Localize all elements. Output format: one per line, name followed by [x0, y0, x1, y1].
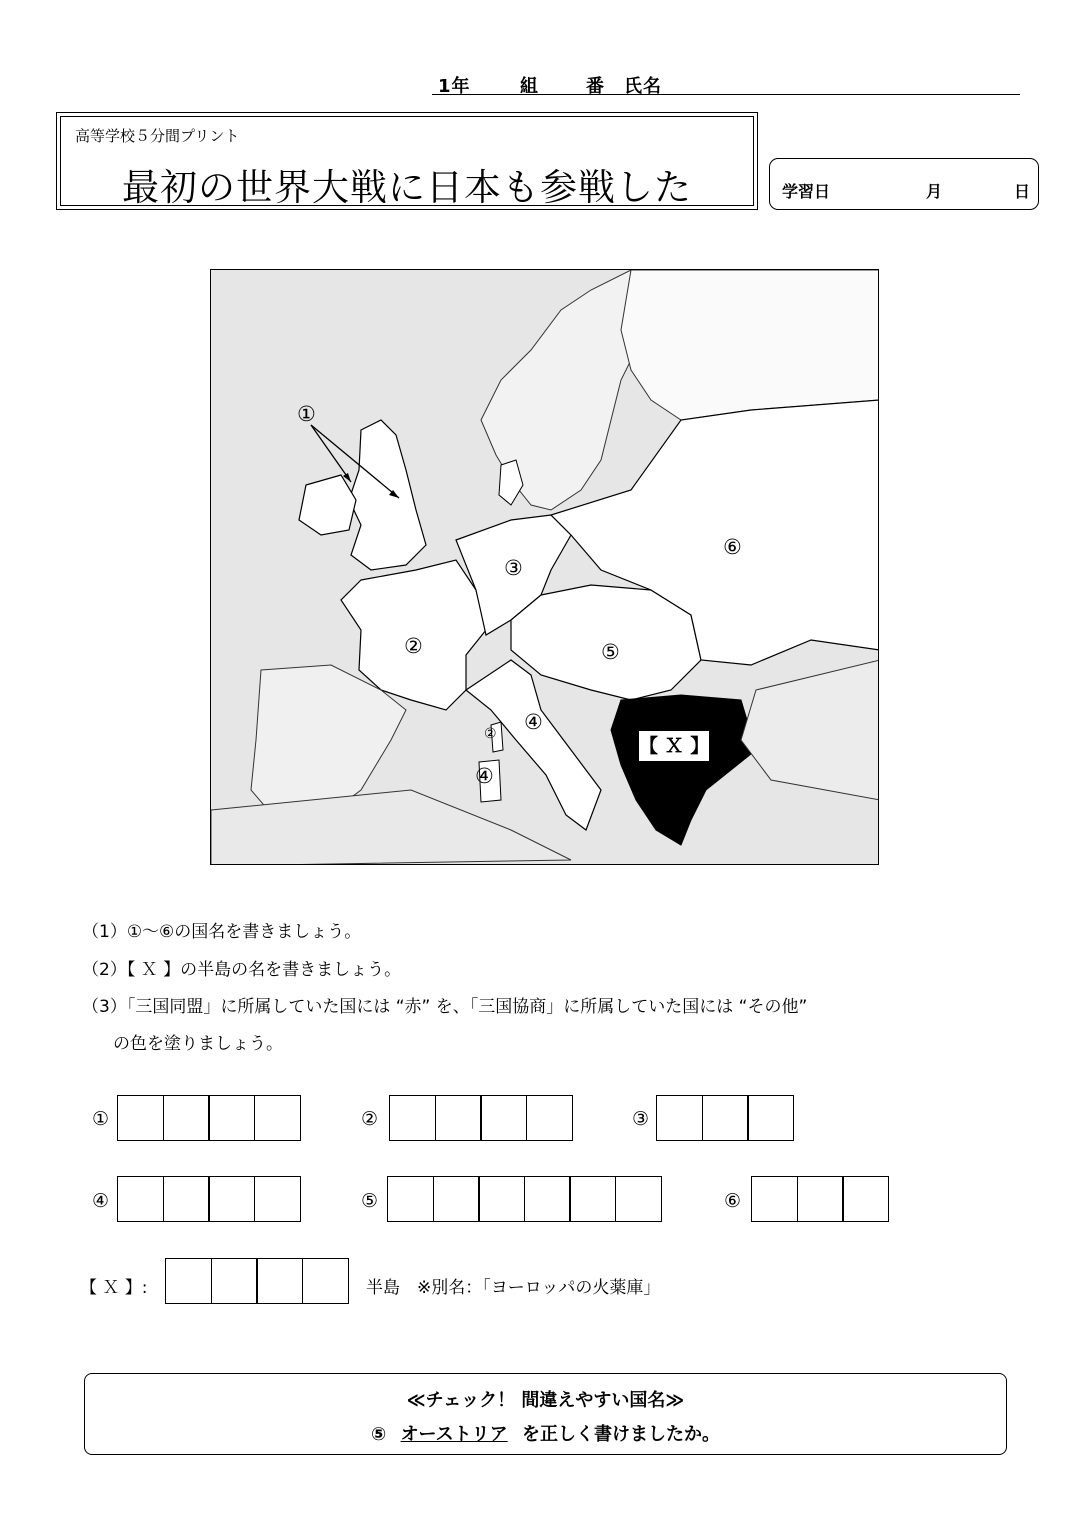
answer-boxes-2[interactable]	[389, 1095, 573, 1141]
question-3-cont: の色を塗りましょう。	[113, 1034, 283, 1054]
answer-cell[interactable]	[435, 1095, 482, 1141]
answer-label-4: ④	[92, 1190, 110, 1212]
answer-cell[interactable]	[254, 1095, 301, 1141]
check-tail: を正しく書けましたか。	[521, 1424, 720, 1445]
answer-cell[interactable]	[751, 1176, 798, 1222]
title-box	[56, 112, 758, 210]
answer-boxes-1[interactable]	[117, 1095, 301, 1141]
answer-cell[interactable]	[747, 1095, 794, 1141]
study-date-label: 学習日	[782, 182, 831, 201]
question-3: （3）「三国同盟」に所属していた国には “赤” を、「三国協商」に所属していた国には “その他”	[82, 997, 808, 1017]
answer-cell[interactable]	[165, 1258, 212, 1304]
map-label-russia: ⑥	[723, 535, 742, 559]
answer-cell[interactable]	[387, 1176, 434, 1222]
name-label: 氏名	[624, 76, 662, 97]
map-label-france: ②	[404, 634, 423, 658]
answer-cell[interactable]	[842, 1176, 889, 1222]
answer-cell[interactable]	[615, 1176, 662, 1222]
question-1: （1）①〜⑥の国名を書きましょう。	[82, 922, 362, 942]
answer-cell[interactable]	[433, 1176, 480, 1222]
answer-label-6: ⑥	[724, 1190, 742, 1212]
answer-x-suffix: 半島 ※別名：「ヨーロッパの火薬庫」	[366, 1278, 661, 1298]
map-label-italy-small: ②	[484, 726, 497, 742]
number-label: 番	[586, 76, 605, 97]
map-label-uk: ①	[297, 402, 316, 426]
answer-boxes-5[interactable]	[387, 1176, 662, 1222]
answer-cell[interactable]	[702, 1095, 749, 1141]
answer-cell[interactable]	[526, 1095, 573, 1141]
answer-label-x: 【 Ｘ 】:	[80, 1278, 148, 1298]
answer-cell[interactable]	[569, 1176, 616, 1222]
answer-cell[interactable]	[254, 1176, 301, 1222]
study-date-box	[769, 158, 1039, 210]
answer-boxes-3[interactable]	[656, 1095, 794, 1141]
check-box	[84, 1373, 1007, 1455]
finland-shape	[621, 270, 879, 420]
day-label: 日	[1014, 182, 1031, 201]
answer-cell[interactable]	[389, 1095, 436, 1141]
answer-cell[interactable]	[478, 1176, 525, 1222]
answer-boxes-6[interactable]	[751, 1176, 889, 1222]
answer-label-5: ⑤	[361, 1190, 379, 1212]
check-line	[85, 1420, 1006, 1446]
title-box-inner	[60, 116, 754, 209]
answer-cell[interactable]	[256, 1258, 303, 1304]
grade-label: 1年	[438, 76, 471, 97]
answer-cell[interactable]	[302, 1258, 349, 1304]
answer-cell[interactable]	[797, 1176, 844, 1222]
answer-cell[interactable]	[480, 1095, 527, 1141]
balkan-peninsula-shape	[611, 695, 756, 845]
map-label-germany: ③	[504, 556, 523, 580]
answer-boxes-4[interactable]	[117, 1176, 301, 1222]
anatolia-shape	[741, 660, 879, 800]
month-label: 月	[926, 182, 943, 201]
answer-cell[interactable]	[656, 1095, 703, 1141]
ireland-shape	[299, 475, 356, 535]
class-label: 組	[520, 76, 539, 97]
europe-map-svg	[211, 270, 879, 865]
answer-cell[interactable]	[208, 1095, 255, 1141]
subtitle: 高等学校５分間プリント	[75, 127, 240, 145]
answer-cell[interactable]	[117, 1176, 164, 1222]
answer-boxes-x[interactable]	[165, 1258, 349, 1304]
answer-label-2: ②	[361, 1108, 379, 1130]
answer-cell[interactable]	[208, 1176, 255, 1222]
uk-shape	[349, 420, 426, 570]
answer-label-1: ①	[92, 1108, 110, 1130]
map-label-austria: ⑤	[601, 640, 620, 664]
student-info-line	[432, 72, 1020, 95]
check-heading: ≪チェック！ 間違えやすい国名≫	[406, 1390, 685, 1411]
question-2: （2）【 Ｘ 】の半島の名を書きましょう。	[82, 960, 402, 980]
answer-cell[interactable]	[163, 1176, 210, 1222]
page-title: 最初の世界大戦に日本も参戦した	[122, 166, 692, 209]
answer-cell[interactable]	[524, 1176, 571, 1222]
answer-cell[interactable]	[211, 1258, 258, 1304]
check-number: ⑤	[371, 1424, 387, 1445]
check-country: オーストリア	[400, 1424, 508, 1445]
europe-map	[210, 269, 879, 865]
map-label-sardinia: ④	[475, 764, 494, 788]
map-label-x: 【 Ｘ 】	[639, 731, 709, 761]
answer-label-3: ③	[632, 1108, 650, 1130]
map-label-italy: ④	[524, 710, 543, 734]
answer-cell[interactable]	[163, 1095, 210, 1141]
answer-cell[interactable]	[117, 1095, 164, 1141]
